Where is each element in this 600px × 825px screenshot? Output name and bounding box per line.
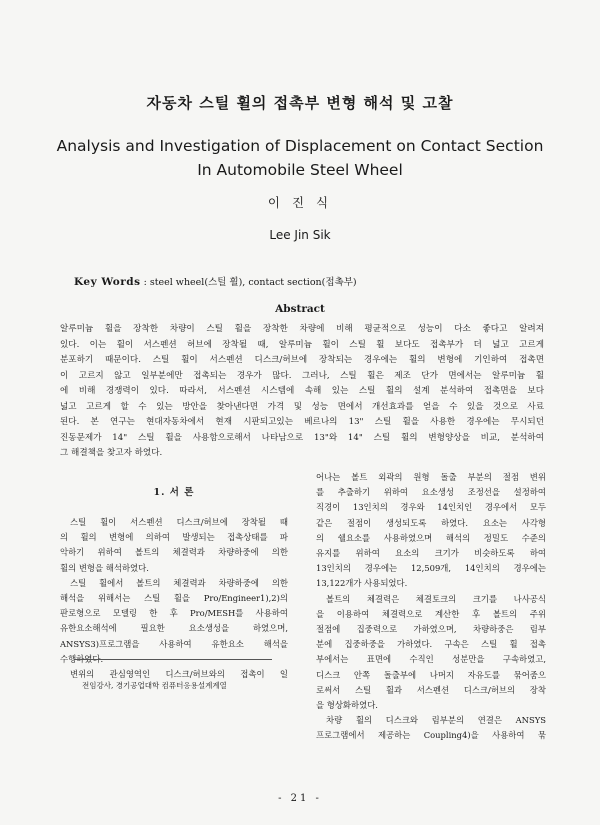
english-title bbox=[40, 134, 560, 182]
abstract-line: 분포하기 때문이다. 스틸 휠이 서스펜션 디스크/허브에 장착되는 경우에는 휠의 변형에 기인하여 접촉면 bbox=[60, 355, 544, 365]
body-line: 차량 휠의 디스크와 림부분의 연결은 ANSYS bbox=[326, 715, 546, 726]
body-line: 의 휠의 변형에 의하여 발생되는 접촉상태를 파 bbox=[60, 532, 288, 543]
abstract-line: 넓고 고르게 할 수 있는 방안을 찾아낸다면 가격 및 성능 면에서 개선효과를 얻을 수 있을 것으로 사료 bbox=[60, 401, 544, 412]
body-line: 을 이용하여 체결력으로 계산한 후 볼트의 주위 bbox=[316, 608, 546, 619]
body-line: 변위의 관심영역인 디스크/허브와의 접촉이 일 bbox=[70, 669, 288, 680]
abstract-line: 에 비해 경쟁력이 있다. 따라서, 서스펜션 시스템에 속해 있는 스틸 휠의 설계 분석하여 접촉면을 보다 bbox=[60, 386, 544, 396]
body-line: 유한요소해석에 필요한 요소생성을 하였으며, bbox=[60, 623, 288, 634]
footnote-divider bbox=[74, 659, 272, 660]
body-line: 부에서는 표면에 수직인 성분만을 구속하였고, bbox=[316, 654, 546, 665]
body-line: 를 추출하기 위하여 요소생성 조정선을 설정하여 bbox=[316, 487, 546, 498]
abstract-body bbox=[60, 322, 544, 462]
keywords bbox=[74, 274, 554, 288]
body-line: 의 쉘요소를 사용하였으며 해석의 정밀도 수준의 bbox=[316, 532, 546, 543]
page-number: - 21 - bbox=[278, 793, 322, 804]
abstract-line: 된다. 본 연구는 현대자동차에서 현재 시판되고있는 베르나의 13" 스틸 휠을 사용한 경우에는 무시되던 bbox=[60, 417, 544, 427]
body-line: 휠의 변형을 해석하였다. bbox=[60, 562, 149, 573]
english-title-line-2: In Automobile Steel Wheel bbox=[197, 161, 403, 179]
keywords-label: Key Words bbox=[74, 276, 141, 288]
body-line: 13,122개가 사용되었다. bbox=[316, 578, 408, 589]
body-line: 볼트의 체결력은 체결토크의 크기를 나사공식 bbox=[326, 593, 546, 604]
body-line: 판로형으로 모델링 한 후 Pro/MESH를 사용하여 bbox=[60, 608, 288, 619]
body-line: 스틸 휠에서 볼트의 체결력과 차량하중에 의한 bbox=[70, 577, 288, 588]
body-line: ANSYS3)프로그램을 사용하여 유한요소 해석을 bbox=[60, 638, 288, 649]
keywords-text: : steel wheel(스틸 휠), contact section(접촉부) bbox=[143, 277, 357, 288]
right-column bbox=[316, 470, 546, 744]
abstract-line: 그 해결책을 찾고자 하였다. bbox=[60, 448, 163, 458]
body-line: 직경이 13인치의 경우와 14인치인 경우에서 모두 bbox=[316, 502, 546, 513]
abstract-line: 있다. 이는 휠이 서스펜션 허브에 장착될 때, 알루미늄 휠이 스틸 휠 보다도 접촉부가 더 넓고 고르게 bbox=[60, 339, 544, 350]
body-line: 디스크 안쪽 돌출부에 나머지 자유도를 묶어줌으 bbox=[316, 669, 546, 680]
body-line: 악하기 위하여 볼트의 체결력과 차량하중에 의한 bbox=[60, 547, 288, 558]
author-english: Lee Jin Sik bbox=[269, 228, 331, 242]
abstract-line: 진동문제가 14" 스틸 휠을 사용함으로해서 나타남으로 13"와 14" 스틸 휠의 변형양상을 비교, 분석하여 bbox=[60, 432, 544, 443]
abstract-line: 이 고르지 않고 일부분에만 접촉되는 경우가 많다. 그러나, 스틸 휠은 제조 단가 면에서는 알루미늄 휠 bbox=[60, 370, 544, 381]
korean-title: 자동차 스틸 휠의 접촉부 변형 해석 및 고찰 bbox=[146, 94, 454, 112]
author-korean: 이 진 식 bbox=[267, 195, 333, 210]
body-line: 유지를 위하여 요소의 크기가 비슷하도록 하여 bbox=[316, 548, 546, 559]
body-line: 분에 집중하중을 가하였다. 구속은 스틸 휠 접촉 bbox=[316, 639, 546, 650]
body-line: 수행하였다. bbox=[60, 653, 104, 664]
body-line: 프로그램에서 제공하는 Coupling4)을 사용하여 묶 bbox=[316, 730, 546, 741]
body-line: 같은 절점이 생성되도록 하였다. 요소는 사각형 bbox=[316, 517, 546, 528]
body-line: 해석을 위해서는 스틸 휠을 Pro/Engineer1),2)의 bbox=[60, 593, 288, 604]
body-line: 스틸 휠이 서스펜션 디스크/허브에 장착될 때 bbox=[70, 517, 288, 527]
abstract-heading: Abstract bbox=[275, 303, 325, 315]
body-line: 로써서 스틸 휠과 서스펜션 디스크/허브의 장착 bbox=[316, 684, 546, 695]
body-line: 어나는 볼트 외곽의 원형 돌출 부분의 절점 변위 bbox=[316, 472, 546, 482]
body-line: 절점에 집중력으로 가하였으며, 차량하중은 림부 bbox=[316, 624, 546, 635]
english-title-line-1: Analysis and Investigation of Displacement on Contact Section bbox=[56, 137, 544, 155]
section-heading-introduction: 1. 서 론 bbox=[153, 487, 195, 498]
footnote-affiliation: 전임강사, 경기공업대학 컴퓨터응용설계계열 bbox=[82, 681, 227, 690]
left-column bbox=[60, 484, 288, 682]
body-line: 을 형상화하였다. bbox=[316, 700, 378, 711]
abstract-line: 알루미늄 휠을 장착한 차량이 스틸 휠을 장착한 차량에 비해 평균적으로 성능이 다소 좋다고 알려져 bbox=[60, 324, 544, 334]
body-line: 13인치의 경우에는 12,509개, 14인치의 경우에는 bbox=[316, 563, 546, 574]
